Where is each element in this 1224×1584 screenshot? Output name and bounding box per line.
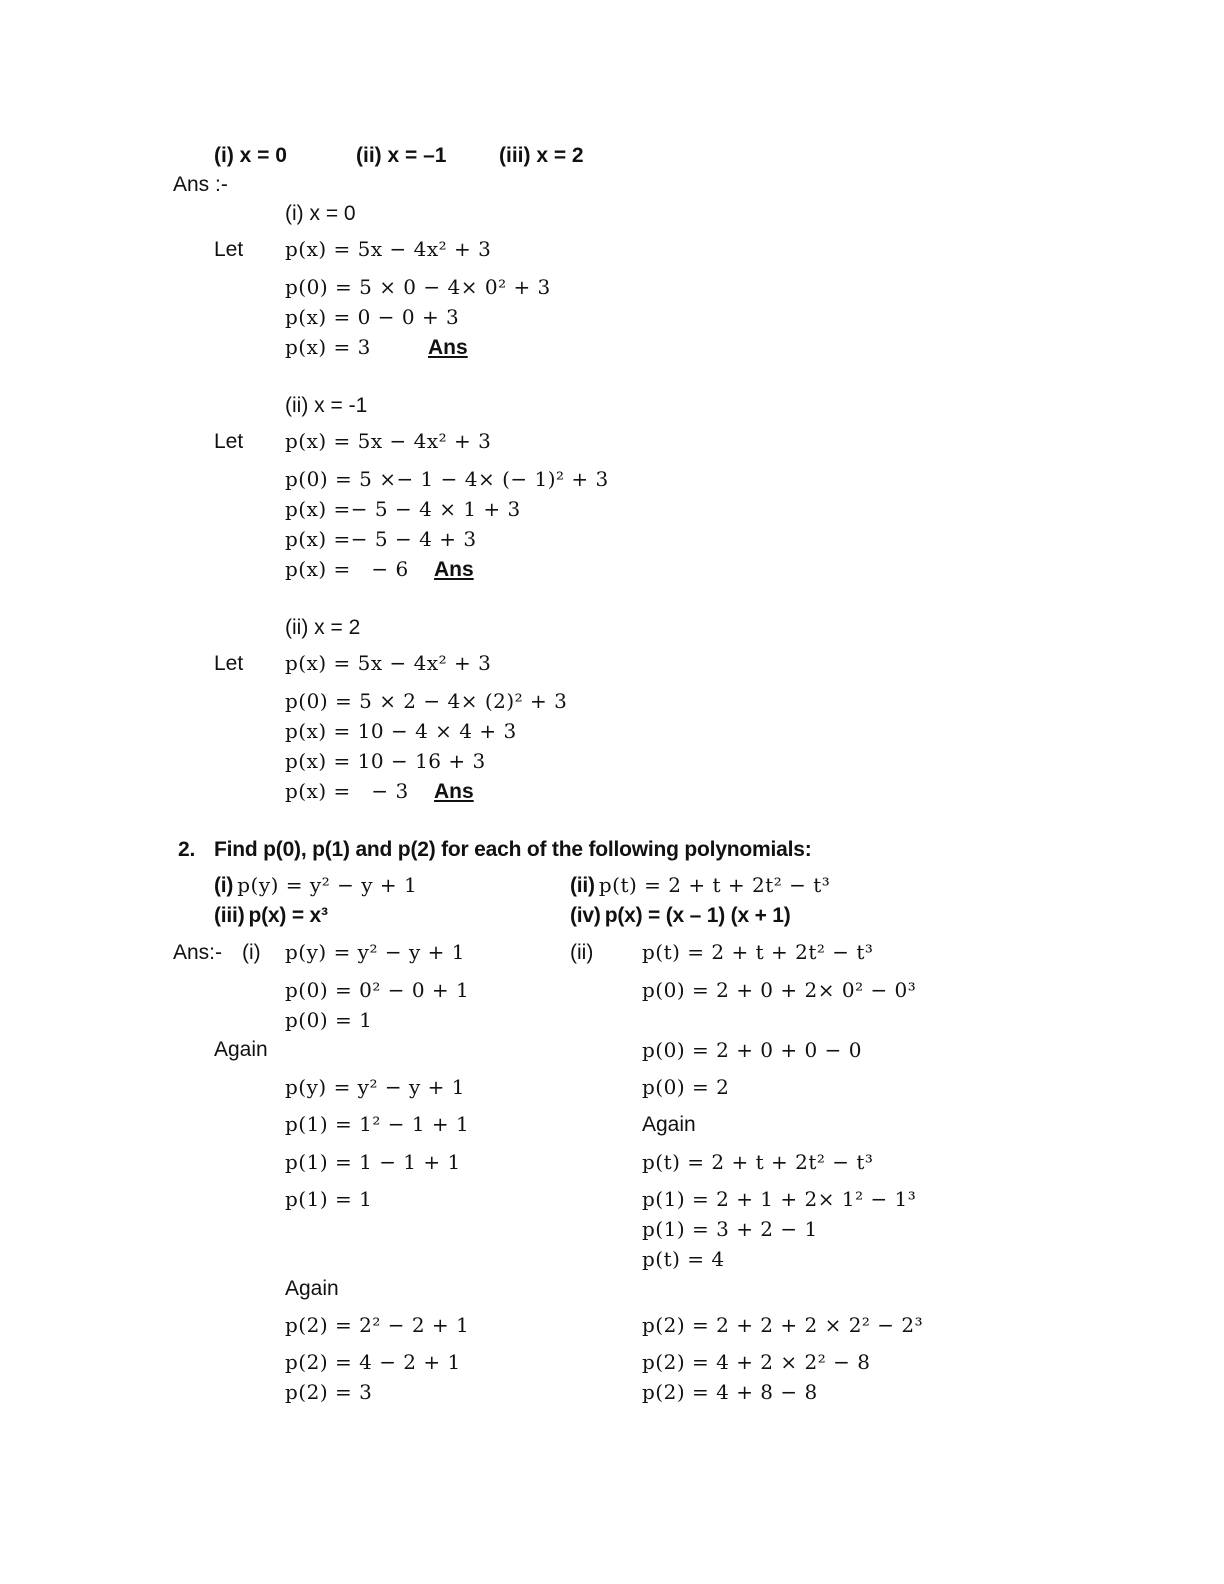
q1-part-iii-header: (iii) x = 2	[499, 144, 584, 167]
part-ii-label: (ii)	[570, 941, 594, 964]
equation-line: p(t) = 4	[642, 1247, 725, 1271]
q2-number: 2.	[178, 838, 196, 861]
equation-line: p(0) = 2	[642, 1075, 730, 1099]
option-label: (iii)	[214, 904, 245, 927]
equation-line: p(t) = 2 + t + 2t² − t³	[642, 940, 874, 964]
equation-line: p(x) = 10 − 16 + 3	[285, 749, 486, 773]
ans-marker: Ans	[434, 558, 474, 581]
equation-line: p(2) = 4 + 8 − 8	[642, 1380, 818, 1404]
equation-line: p(2) = 2² − 2 + 1	[285, 1313, 470, 1337]
equation-line: p(2) = 3	[285, 1380, 373, 1404]
equation-line: p(x) = 5x − 4x² + 3	[285, 651, 492, 675]
equation-line: p(0) = 5 × 0 − 4× 0² + 3	[285, 275, 551, 299]
q1-block-title: (i) x = 0	[285, 202, 356, 225]
equation-line: p(1) = 1 − 1 + 1	[285, 1150, 461, 1174]
option-expr: p(y) = y² − y + 1	[237, 873, 418, 897]
equation-line: p(x) = 0 − 0 + 3	[285, 305, 460, 329]
part-i-label: (i)	[242, 941, 261, 964]
option-label: (ii)	[570, 874, 595, 897]
equation-line: p(x) =− 5 − 4 + 3	[285, 527, 477, 551]
q2-option-iii	[214, 904, 328, 928]
equation-line: p(x) = − 6	[285, 557, 409, 581]
equation-line: p(2) = 4 − 2 + 1	[285, 1350, 461, 1374]
option-expr: p(t) = 2 + t + 2t² − t³	[598, 873, 831, 897]
again-label: Again	[642, 1113, 696, 1136]
equation-line: p(2) = 2 + 2 + 2 × 2² − 2³	[642, 1313, 924, 1337]
q1-block-title: (ii) x = -1	[285, 394, 368, 417]
q2-ans-label: Ans:-	[173, 941, 223, 964]
equation-line: p(0) = 2 + 0 + 2× 0² − 0³	[642, 978, 917, 1002]
let-label: Let	[214, 238, 244, 261]
equation-line: p(0) = 5 ×− 1 − 4× (− 1)² + 3	[285, 467, 609, 491]
equation-line: p(y) = y² − y + 1	[285, 940, 465, 964]
equation-line: p(t) = 2 + t + 2t² − t³	[642, 1150, 874, 1174]
option-expr: p(x) = x³	[248, 904, 328, 927]
equation-line: p(1) = 1² − 1 + 1	[285, 1112, 470, 1136]
option-label: (iv)	[570, 904, 601, 927]
q1-part-i-header: (i) x = 0	[214, 144, 287, 167]
equation-line: p(1) = 2 + 1 + 2× 1² − 1³	[642, 1187, 917, 1211]
q2-option-ii	[570, 873, 830, 898]
equation-line: p(1) = 3 + 2 − 1	[642, 1217, 818, 1241]
ans-marker: Ans	[434, 780, 474, 803]
equation-line: p(y) = y² − y + 1	[285, 1075, 465, 1099]
q2-option-i	[214, 873, 417, 898]
q2-question: Find p(0), p(1) and p(2) for each of the following polynomials:	[214, 838, 812, 861]
q1-block-title: (ii) x = 2	[285, 616, 361, 639]
again-label: Again	[285, 1277, 339, 1300]
equation-line: p(2) = 4 + 2 × 2² − 8	[642, 1350, 871, 1374]
equation-line: p(x) = 5x − 4x² + 3	[285, 429, 492, 453]
equation-line: p(0) = 0² − 0 + 1	[285, 978, 470, 1002]
option-label: (i)	[214, 874, 234, 897]
equation-line: p(x) = 3	[285, 335, 371, 359]
equation-line: p(1) = 1	[285, 1187, 373, 1211]
q1-part-ii-header: (ii) x = –1	[356, 144, 447, 167]
equation-line: p(0) = 1	[285, 1008, 373, 1032]
equation-line: p(x) = 5x − 4x² + 3	[285, 237, 492, 261]
let-label: Let	[214, 430, 244, 453]
equation-line: p(x) = − 3	[285, 779, 409, 803]
equation-line: p(x) =− 5 − 4 × 1 + 3	[285, 497, 521, 521]
equation-line: p(0) = 5 × 2 − 4× (2)² + 3	[285, 689, 568, 713]
let-label: Let	[214, 652, 244, 675]
equation-line: p(x) = 10 − 4 × 4 + 3	[285, 719, 517, 743]
equation-line: p(0) = 2 + 0 + 0 − 0	[642, 1038, 862, 1062]
q2-option-iv	[570, 904, 791, 928]
q1-ans-label: Ans :-	[173, 173, 228, 196]
again-label: Again	[214, 1038, 268, 1061]
option-expr: p(x) = (x – 1) (x + 1)	[604, 904, 791, 927]
ans-marker: Ans	[428, 336, 468, 359]
